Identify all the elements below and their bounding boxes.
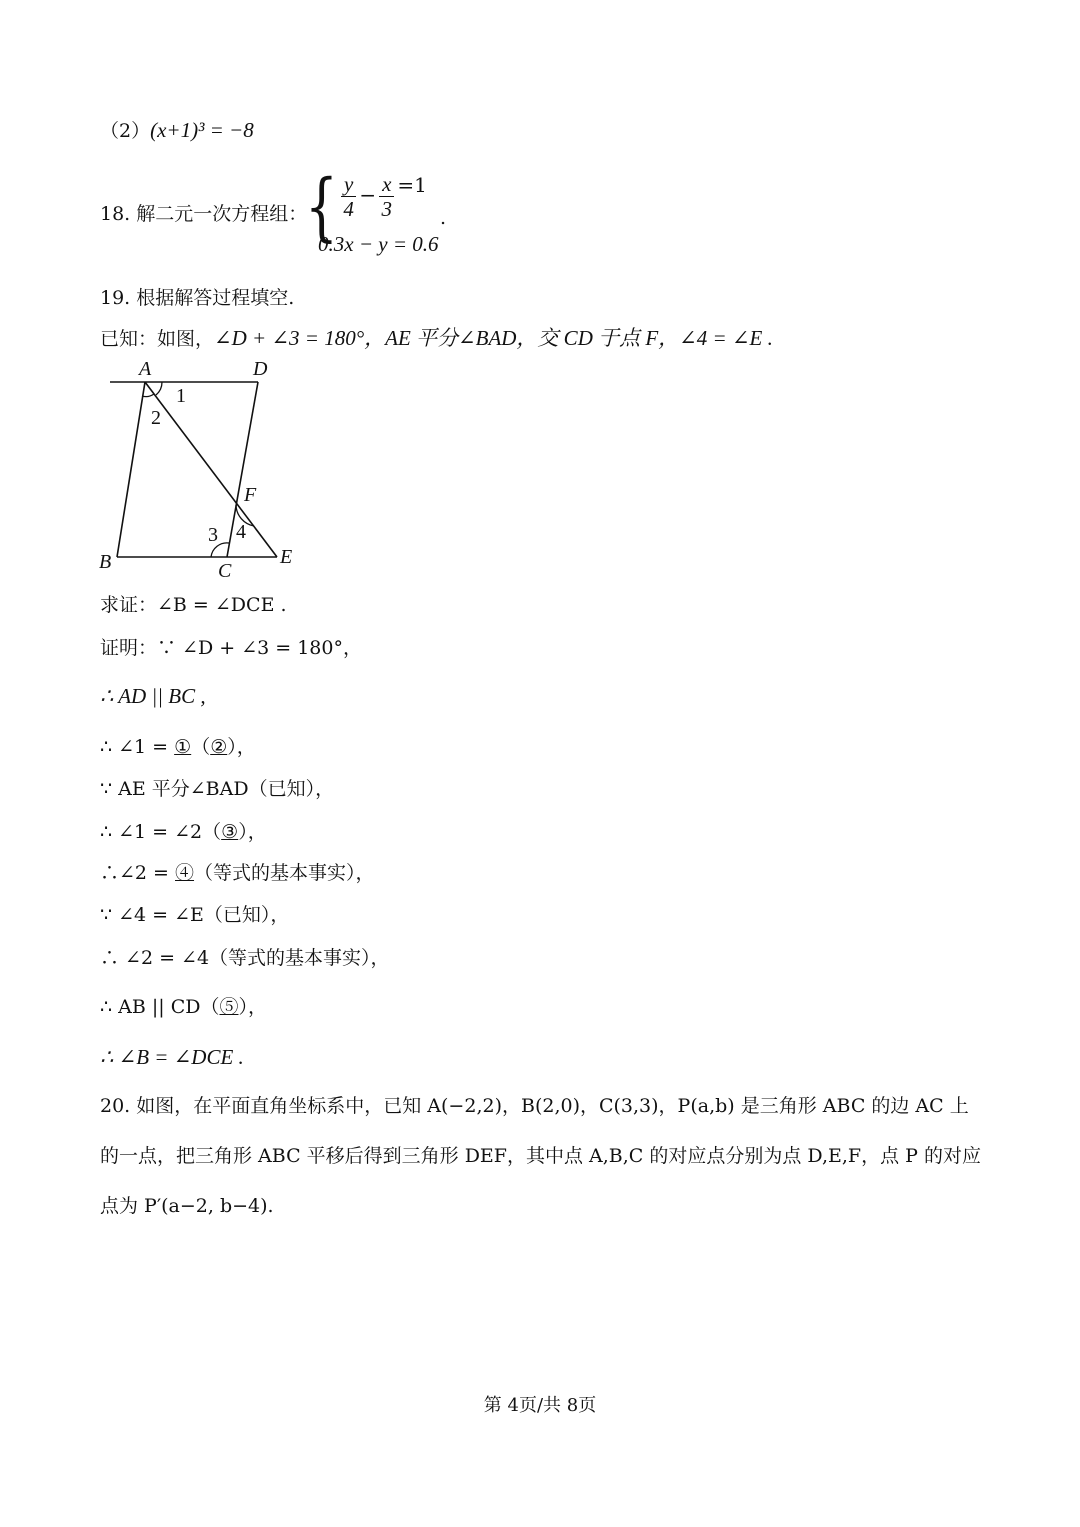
proof-text: ∴ ∠1 = ∠2（ [100,821,222,843]
proof-line-1 [100,634,362,662]
proof-text: ∵ AE 平分∠BAD（已知）， [100,778,335,800]
proof-text: ）， [227,736,256,758]
label-angle-3: 3 [208,524,218,546]
proof-text: ∵ ∠4 = ∠E（已知）， [100,904,290,926]
q18-label: 18. 解二元一次方程组： [100,203,308,225]
label-B: B [99,551,112,573]
proof-line-8 [100,944,390,972]
system-brace: { [305,164,338,250]
proof-text: ）， [238,996,267,1018]
proof-line-2 [100,682,206,711]
line-AB [117,382,145,557]
proof-text: ∴ ∠1 = [100,736,175,758]
proof-line-6 [100,859,375,887]
proof-line-5 [100,818,267,846]
blank-4: ④ [175,862,195,884]
label-angle-2: 2 [151,407,161,429]
proof-text: 证明：∵ ∠D + ∠3 = 180°， [100,637,362,659]
blank-5: ⑤ [219,996,239,1018]
proof-text: （ [191,736,211,758]
blank-1: ① [174,736,192,758]
proof-line-3 [100,733,256,761]
q18-frac2 [379,172,394,221]
proof-text: ∴∠2 = [100,862,176,884]
proof-line-10 [100,1043,244,1072]
q18-frac1 [341,172,356,221]
q17-2-equation: (x+1)³ = −8 [150,118,254,142]
proof-line-7 [100,901,289,929]
proof-line-9 [100,993,267,1021]
q18-minus: − [359,183,377,207]
arc-angle-1 [156,382,162,395]
proof-text: ∴ AB || CD（ [100,996,220,1018]
q18-eq2: 0.3x − y = 0.6 [318,232,439,256]
q19-given [100,324,773,353]
label-F: F [244,484,257,506]
page-footer: 第 4页/共 8页 [483,1395,597,1416]
q18-frac2-num: x [379,172,394,197]
q20-line-3: 点为 P′(a−2, b−4). [100,1195,274,1217]
q18-eq1-rhs: =1 [397,173,427,197]
q18-eq1 [338,172,427,221]
blank-3: ③ [221,821,239,843]
label-angle-1: 1 [176,385,186,407]
q19-prove: 求证：∠B = ∠DCE . [100,594,287,616]
q18-frac2-den: 3 [381,197,392,221]
proof-text: （等式的基本事实）， [194,862,375,884]
geometry-figure [95,355,325,585]
label-A: A [139,358,152,380]
proof-text: ）， [238,821,267,843]
label-C: C [218,560,232,582]
blank-2: ② [210,736,228,758]
q17-2-label: （2） [100,120,151,142]
q18-end: . [440,207,447,229]
q19-title: 19. 根据解答过程填空. [100,287,295,309]
label-angle-4: 4 [236,521,246,543]
q20-line-2: 的一点，把三角形 ABC 平移后得到三角形 DEF，其中点 A,B,C 的对应点分别为点 D,E,F，点 P 的对应 [100,1145,981,1167]
q17-2-line [100,116,254,145]
q19-given-label: 已知：如图， [100,328,215,350]
q18-frac1-num: y [341,172,356,197]
proof-text: ∴ ∠2 = ∠4（等式的基本事实）， [100,947,390,969]
proof-text: ∴ AD || BC , [100,684,206,708]
label-D: D [253,358,268,380]
q18-frac1-den: 4 [343,197,354,221]
q19-given-math: ∠D + ∠3 = 180°，AE 平分∠BAD，交 CD 于点 F，∠4 = ∠E . [214,326,773,350]
proof-text: ∴ ∠B = ∠DCE . [100,1045,244,1069]
label-E: E [280,546,293,568]
q20-line-1: 20. 如图，在平面直角坐标系中，已知 A(−2,2)，B(2,0)，C(3,3)，P(a,b) 是三角形 ABC 的边 AC 上 [100,1095,969,1117]
proof-line-4 [100,775,334,803]
